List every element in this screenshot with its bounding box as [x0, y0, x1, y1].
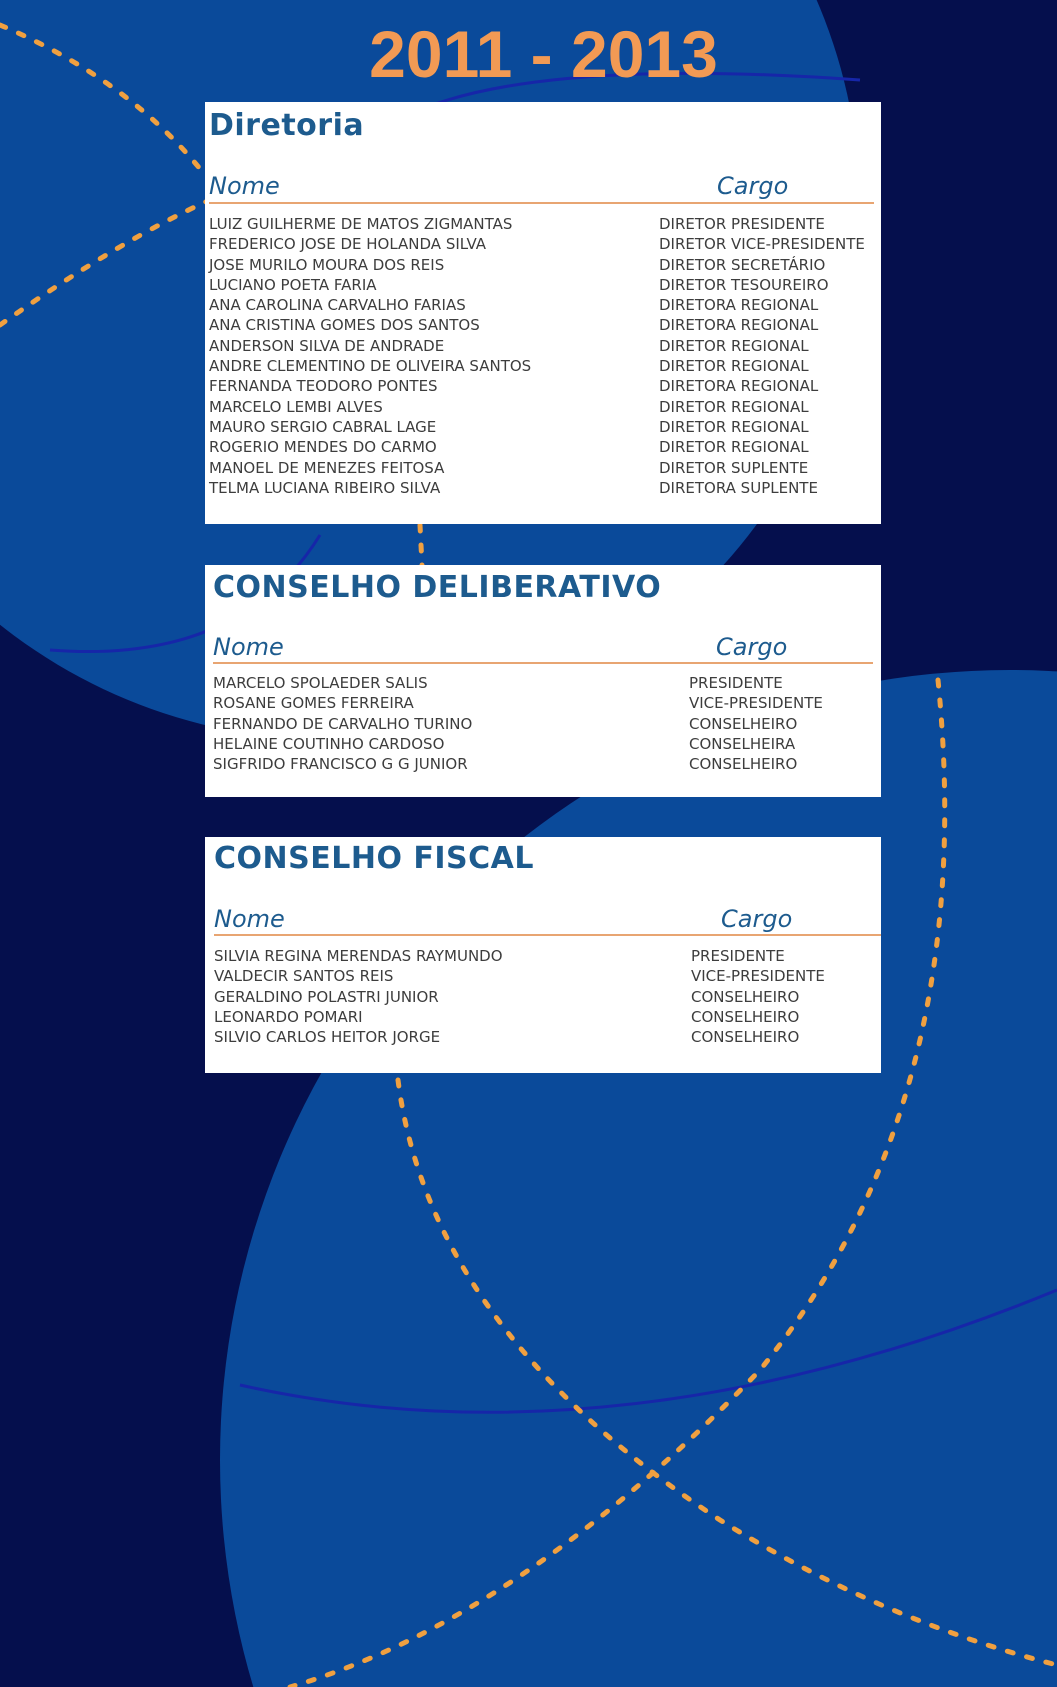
member-name: ROGERIO MENDES DO CARMO: [209, 438, 437, 457]
member-row: [209, 275, 881, 295]
member-row: [209, 437, 881, 457]
member-name: FERNANDO DE CARVALHO TURINO: [213, 714, 473, 733]
member-name: SIGFRIDO FRANCISCO G G JUNIOR: [213, 755, 468, 774]
member-row: [213, 734, 881, 754]
member-row: [209, 214, 881, 234]
member-row: [214, 946, 881, 966]
member-role: CONSELHEIRA: [689, 734, 796, 753]
role-column-header: Cargo: [716, 633, 788, 661]
member-row: [214, 1027, 881, 1047]
member-row: [209, 255, 881, 275]
member-role: DIRETOR TESOUREIRO: [659, 275, 829, 294]
member-role: DIRETOR SUPLENTE: [659, 458, 809, 477]
member-name: ANDERSON SILVA DE ANDRADE: [209, 336, 445, 355]
member-role: DIRETORA REGIONAL: [659, 377, 819, 396]
member-row: [213, 693, 881, 713]
member-row: [213, 673, 881, 693]
member-role: VICE-PRESIDENTE: [689, 694, 823, 713]
member-row: [209, 417, 881, 437]
member-name: MANOEL DE MENEZES FEITOSA: [209, 458, 445, 477]
member-role: DIRETORA REGIONAL: [659, 316, 819, 335]
diretoria-panel: [205, 102, 881, 524]
member-row: [214, 1007, 881, 1027]
member-row: [209, 234, 881, 254]
member-row: [209, 356, 881, 376]
member-role: DIRETOR REGIONAL: [659, 438, 809, 457]
header-divider: [214, 934, 881, 936]
period-title: 2011 - 2013: [369, 17, 718, 91]
member-row: [209, 397, 881, 417]
member-role: PRESIDENTE: [691, 947, 785, 965]
member-name: MARCELO LEMBI ALVES: [209, 397, 383, 416]
member-role: CONSELHEIRO: [691, 987, 800, 1006]
member-role: DIRETORA REGIONAL: [659, 296, 819, 315]
diretoria-title: Diretoria: [209, 108, 365, 143]
member-name: SILVIO CARLOS HEITOR JORGE: [214, 1028, 441, 1047]
name-column-header: Nome: [214, 905, 285, 933]
member-name: TELMA LUCIANA RIBEIRO SILVA: [209, 478, 441, 497]
member-row: [209, 336, 881, 356]
member-name: MARCELO SPOLAEDER SALIS: [213, 674, 428, 692]
member-role: DIRETOR VICE-PRESIDENTE: [659, 235, 865, 254]
member-row: [209, 458, 881, 478]
member-name: ANA CRISTINA GOMES DOS SANTOS: [209, 316, 480, 335]
member-row: [209, 295, 881, 315]
role-column-header: Cargo: [721, 905, 793, 933]
member-name: ANDRE CLEMENTINO DE OLIVEIRA SANTOS: [209, 357, 532, 376]
member-name: FERNANDA TEODORO PONTES: [209, 377, 438, 396]
conselho-deliberativo-list: [213, 673, 881, 774]
member-role: DIRETOR REGIONAL: [659, 336, 809, 355]
member-role: DIRETOR SECRETÁRIO: [659, 255, 826, 274]
member-row: [214, 966, 881, 986]
member-role: DIRETOR REGIONAL: [659, 397, 809, 416]
member-role: CONSELHEIRO: [689, 714, 798, 733]
member-role: DIRETOR REGIONAL: [659, 417, 809, 436]
member-name: LUIZ GUILHERME DE MATOS ZIGMANTAS: [209, 215, 513, 233]
member-row: [213, 714, 881, 734]
member-name: LEONARDO POMARI: [214, 1007, 363, 1026]
conselho-fiscal-title: CONSELHO FISCAL: [214, 841, 535, 876]
header-divider: [209, 202, 874, 204]
name-column-header: Nome: [213, 633, 284, 661]
member-name: LUCIANO POETA FARIA: [209, 275, 377, 294]
member-role: DIRETOR PRESIDENTE: [659, 215, 825, 233]
member-role: CONSELHEIRO: [691, 1007, 800, 1026]
member-row: [209, 376, 881, 396]
member-name: HELAINE COUTINHO CARDOSO: [213, 734, 445, 753]
role-column-header: Cargo: [717, 172, 789, 200]
member-role: DIRETOR REGIONAL: [659, 357, 809, 376]
member-name: SILVIA REGINA MERENDAS RAYMUNDO: [214, 947, 503, 965]
member-row: [214, 987, 881, 1007]
header-divider: [213, 662, 873, 664]
member-role: DIRETORA SUPLENTE: [659, 478, 818, 497]
conselho-deliberativo-panel: [205, 565, 881, 797]
member-role: VICE-PRESIDENTE: [691, 967, 825, 986]
name-column-header: Nome: [209, 172, 280, 200]
member-name: GERALDINO POLASTRI JUNIOR: [214, 987, 439, 1006]
member-name: ANA CAROLINA CARVALHO FARIAS: [209, 296, 466, 315]
member-name: ROSANE GOMES FERREIRA: [213, 694, 414, 713]
member-name: JOSE MURILO MOURA DOS REIS: [209, 255, 445, 274]
member-role: PRESIDENTE: [689, 674, 783, 692]
conselho-deliberativo-title: CONSELHO DELIBERATIVO: [213, 570, 662, 605]
member-row: [213, 754, 881, 774]
diretoria-list: [209, 214, 881, 498]
conselho-fiscal-list: [214, 946, 881, 1047]
member-row: [209, 315, 881, 335]
member-name: FREDERICO JOSE DE HOLANDA SILVA: [209, 235, 487, 254]
member-role: CONSELHEIRO: [689, 755, 798, 774]
member-name: MAURO SERGIO CABRAL LAGE: [209, 417, 437, 436]
member-name: VALDECIR SANTOS REIS: [214, 967, 394, 986]
conselho-fiscal-panel: [205, 837, 881, 1073]
member-role: CONSELHEIRO: [691, 1028, 800, 1047]
member-row: [209, 478, 881, 498]
